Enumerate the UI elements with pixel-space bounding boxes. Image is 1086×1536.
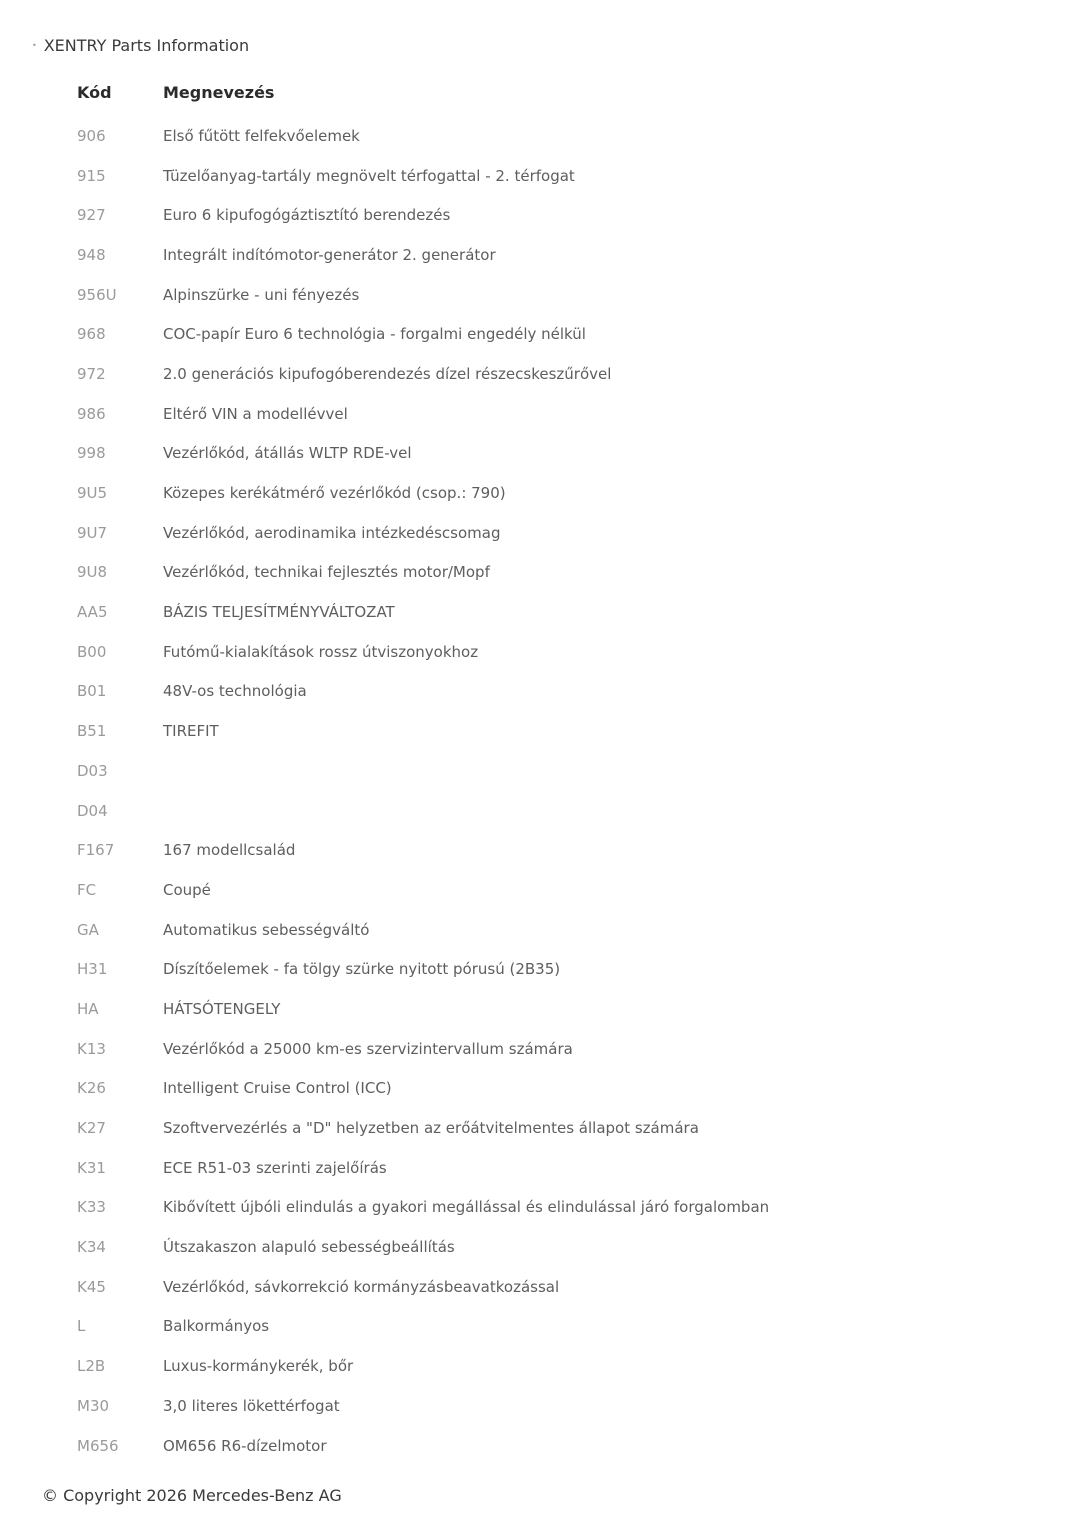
table-row xyxy=(77,830,837,870)
table-row xyxy=(77,949,837,989)
page-title: XENTRY Parts Information xyxy=(43,36,250,55)
name-cell: Coupé xyxy=(163,880,211,899)
code-cell: M656 xyxy=(77,1436,119,1455)
table-row xyxy=(77,592,837,632)
code-cell: 927 xyxy=(77,206,106,225)
code-cell: 968 xyxy=(77,325,106,344)
column-header-code: Kód xyxy=(77,82,112,102)
table-row xyxy=(77,314,837,354)
bullet-icon: • xyxy=(32,41,37,50)
name-cell: Euro 6 kipufogógáztisztító berendezés xyxy=(163,206,451,225)
name-cell: OM656 R6-dízelmotor xyxy=(163,1436,327,1455)
name-cell: Futómű-kialakítások rossz útviszonyokhoz xyxy=(163,642,479,661)
table-body xyxy=(77,116,837,1465)
name-cell: 2.0 generációs kipufogóberendezés dízel részecskeszűrővel xyxy=(163,364,612,383)
name-cell: Útszakaszon alapuló sebességbeállítás xyxy=(163,1238,455,1257)
code-cell: K31 xyxy=(77,1158,106,1177)
table-row xyxy=(77,711,837,751)
table-row xyxy=(77,1069,837,1109)
table-row xyxy=(77,553,837,593)
name-cell: 3,0 literes lökettérfogat xyxy=(163,1396,340,1415)
name-cell: TIREFIT xyxy=(163,722,219,741)
table-row xyxy=(77,513,837,553)
name-cell: COC-papír Euro 6 technológia - forgalmi engedély nélkül xyxy=(163,325,586,344)
code-cell: HA xyxy=(77,999,99,1018)
name-cell: Szoftvervezérlés a "D" helyzetben az erőátvitelmentes állapot számára xyxy=(163,1119,699,1138)
code-cell: K34 xyxy=(77,1238,106,1257)
table-row xyxy=(77,1346,837,1386)
name-cell: 167 modellcsalád xyxy=(163,841,296,860)
code-cell: 998 xyxy=(77,444,106,463)
code-cell: 956U xyxy=(77,285,117,304)
table-row xyxy=(77,195,837,235)
table-row xyxy=(77,235,837,275)
table-row xyxy=(77,632,837,672)
code-cell: H31 xyxy=(77,960,108,979)
name-cell: Automatikus sebességváltó xyxy=(163,920,370,939)
table-row xyxy=(77,1108,837,1148)
table-row xyxy=(77,791,837,831)
table-row xyxy=(77,354,837,394)
name-cell: 48V-os technológia xyxy=(163,682,307,701)
code-cell: K26 xyxy=(77,1079,106,1098)
name-cell: Intelligent Cruise Control (ICC) xyxy=(163,1079,392,1098)
name-cell: Tüzelőanyag-tartály megnövelt térfogattal - 2. térfogat xyxy=(163,166,575,185)
copyright-footer: © Copyright 2026 Mercedes-Benz AG xyxy=(42,1486,342,1505)
table-row xyxy=(77,1029,837,1069)
code-cell: 9U8 xyxy=(77,563,108,582)
name-cell: ECE R51-03 szerinti zajelőírás xyxy=(163,1158,387,1177)
table-row xyxy=(77,116,837,156)
name-cell: Vezérlőkód, sávkorrekció kormányzásbeavatkozással xyxy=(163,1277,560,1296)
code-cell: GA xyxy=(77,920,99,939)
name-cell: Vezérlőkód, átállás WLTP RDE-vel xyxy=(163,444,412,463)
code-cell: 9U5 xyxy=(77,484,108,503)
table-row xyxy=(77,434,837,474)
name-cell: Integrált indítómotor-generátor 2. generátor xyxy=(163,245,496,264)
code-cell: 986 xyxy=(77,404,106,423)
code-cell: K45 xyxy=(77,1277,106,1296)
code-cell: FC xyxy=(77,880,97,899)
code-cell: L xyxy=(77,1317,86,1336)
code-cell: D04 xyxy=(77,801,108,820)
code-cell: 906 xyxy=(77,126,106,145)
code-cell: F167 xyxy=(77,841,115,860)
table-row xyxy=(77,910,837,950)
code-cell: 948 xyxy=(77,245,106,264)
code-cell: 9U7 xyxy=(77,523,108,542)
table-row xyxy=(77,751,837,791)
name-cell: Vezérlőkód, aerodinamika intézkedéscsomag xyxy=(163,523,501,542)
table-row xyxy=(77,870,837,910)
table-row xyxy=(77,1307,837,1347)
page-header xyxy=(32,36,249,55)
name-cell: Közepes kerékátmérő vezérlőkód (csop.: 790) xyxy=(163,484,506,503)
name-cell: Alpinszürke - uni fényezés xyxy=(163,285,360,304)
name-cell: HÁTSÓTENGELY xyxy=(163,999,281,1018)
table-row xyxy=(77,275,837,315)
code-cell: B51 xyxy=(77,722,107,741)
table-row xyxy=(77,672,837,712)
code-cell: D03 xyxy=(77,761,108,780)
name-cell: Eltérő VIN a modellévvel xyxy=(163,404,348,423)
code-cell: M30 xyxy=(77,1396,110,1415)
code-cell: K13 xyxy=(77,1039,106,1058)
table-row xyxy=(77,394,837,434)
name-cell: BÁZIS TELJESÍTMÉNYVÁLTOZAT xyxy=(163,603,395,622)
table-row xyxy=(77,1267,837,1307)
table-row xyxy=(77,1386,837,1426)
name-cell: Vezérlőkód, technikai fejlesztés motor/Mopf xyxy=(163,563,490,582)
table-row xyxy=(77,156,837,196)
code-cell: 972 xyxy=(77,364,106,383)
name-cell: Első fűtött felfekvőelemek xyxy=(163,126,360,145)
table-header xyxy=(77,80,837,104)
parts-table xyxy=(77,80,837,1465)
table-row xyxy=(77,1188,837,1228)
code-cell: 915 xyxy=(77,166,106,185)
code-cell: K27 xyxy=(77,1119,106,1138)
code-cell: K33 xyxy=(77,1198,106,1217)
name-cell: Balkormányos xyxy=(163,1317,270,1336)
code-cell: B01 xyxy=(77,682,107,701)
name-cell: Vezérlőkód a 25000 km-es szervizintervallum számára xyxy=(163,1039,573,1058)
name-cell: Luxus-kormánykerék, bőr xyxy=(163,1357,354,1376)
code-cell: L2B xyxy=(77,1357,106,1376)
table-row xyxy=(77,473,837,513)
table-row xyxy=(77,1227,837,1267)
table-row xyxy=(77,1426,837,1466)
table-row xyxy=(77,1148,837,1188)
name-cell: Kibővített újbóli elindulás a gyakori megállással és elindulással járó forgalomban xyxy=(163,1198,770,1217)
code-cell: B00 xyxy=(77,642,107,661)
name-cell: Díszítőelemek - fa tölgy szürke nyitott pórusú (2B35) xyxy=(163,960,561,979)
code-cell: AA5 xyxy=(77,603,108,622)
column-header-name: Megnevezés xyxy=(163,82,275,102)
table-row xyxy=(77,989,837,1029)
